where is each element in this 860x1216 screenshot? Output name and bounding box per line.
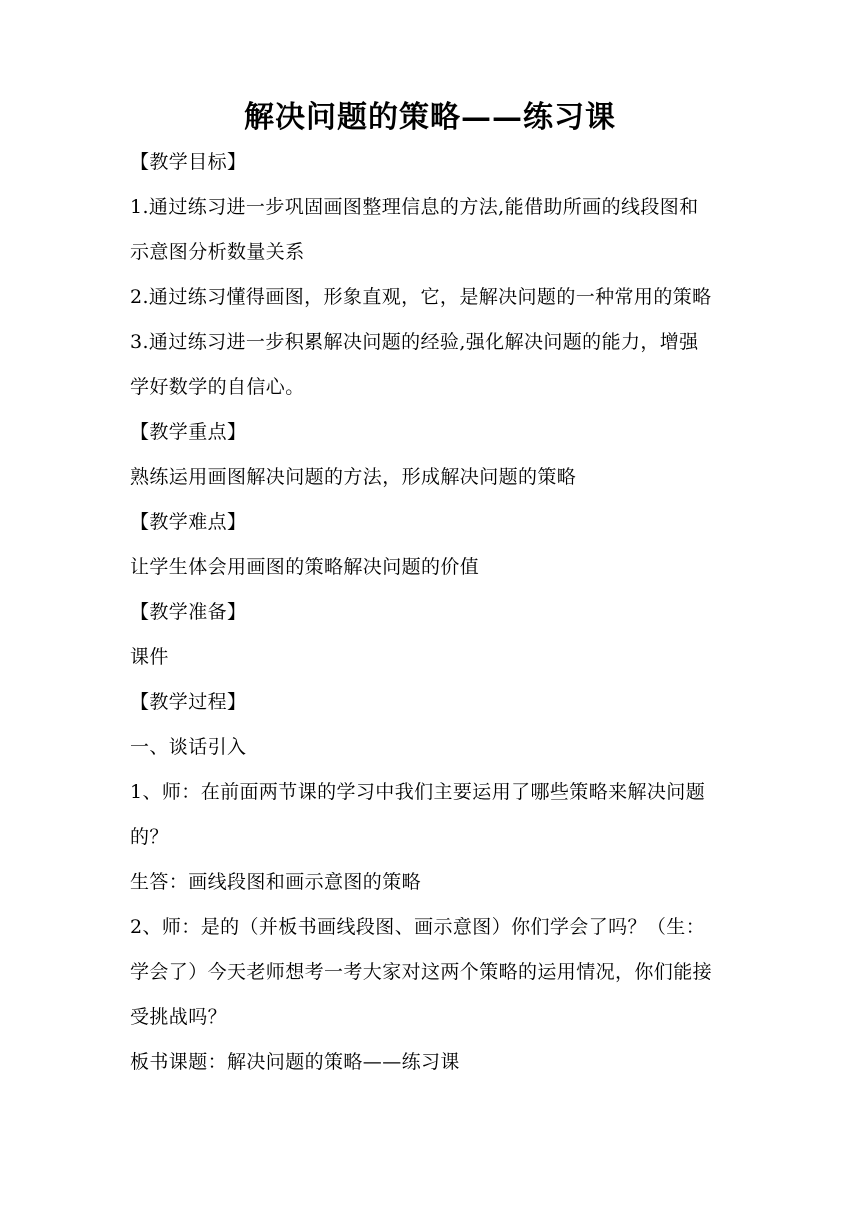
key-points-text: 熟练运用画图解决问题的方法，形成解决问题的策略 — [130, 466, 577, 488]
section-heading-preparation: 【教学准备】 — [130, 601, 247, 623]
student-answer: 生答：画线段图和画示意图的策略 — [130, 871, 422, 893]
board-title: 板书课题：解决问题的策略——练习课 — [130, 1051, 460, 1073]
process-paragraph-2-line-3: 受挑战吗？ — [130, 1006, 228, 1028]
section-heading-objectives: 【教学目标】 — [130, 151, 247, 173]
process-paragraph-1-line-1: 1、师：在前面两节课的学习中我们主要运用了哪些策略来解决问题 — [130, 781, 706, 803]
section-heading-key-points: 【教学重点】 — [130, 421, 247, 443]
process-step-heading: 一、谈话引入 — [130, 736, 247, 758]
objective-1-line-2: 示意图分析数量关系 — [130, 241, 305, 263]
process-paragraph-1-line-2: 的？ — [130, 826, 169, 848]
section-heading-difficulties: 【教学难点】 — [130, 511, 247, 533]
objective-3-line-1: 3.通过练习进一步积累解决问题的经验,强化解决问题的能力，增强 — [130, 331, 699, 353]
objective-3-line-2: 学好数学的自信心。 — [130, 376, 305, 398]
objective-2: 2.通过练习懂得画图，形象直观，它，是解决问题的一种常用的策略 — [130, 286, 712, 308]
preparation-text: 课件 — [130, 646, 169, 668]
objective-1-line-1: 1.通过练习进一步巩固画图整理信息的方法,能借助所画的线段图和 — [130, 196, 699, 218]
difficulties-text: 让学生体会用画图的策略解决问题的价值 — [130, 556, 480, 578]
process-paragraph-2-line-2: 学会了）今天老师想考一考大家对这两个策略的运用情况，你们能接 — [130, 961, 713, 983]
document-body — [130, 147, 740, 1092]
section-heading-process: 【教学过程】 — [130, 691, 247, 713]
process-paragraph-2-line-1: 2、师：是的（并板书画线段图、画示意图）你们学会了吗？（生： — [130, 916, 706, 938]
document-title: 解决问题的策略——练习课 — [244, 100, 616, 135]
